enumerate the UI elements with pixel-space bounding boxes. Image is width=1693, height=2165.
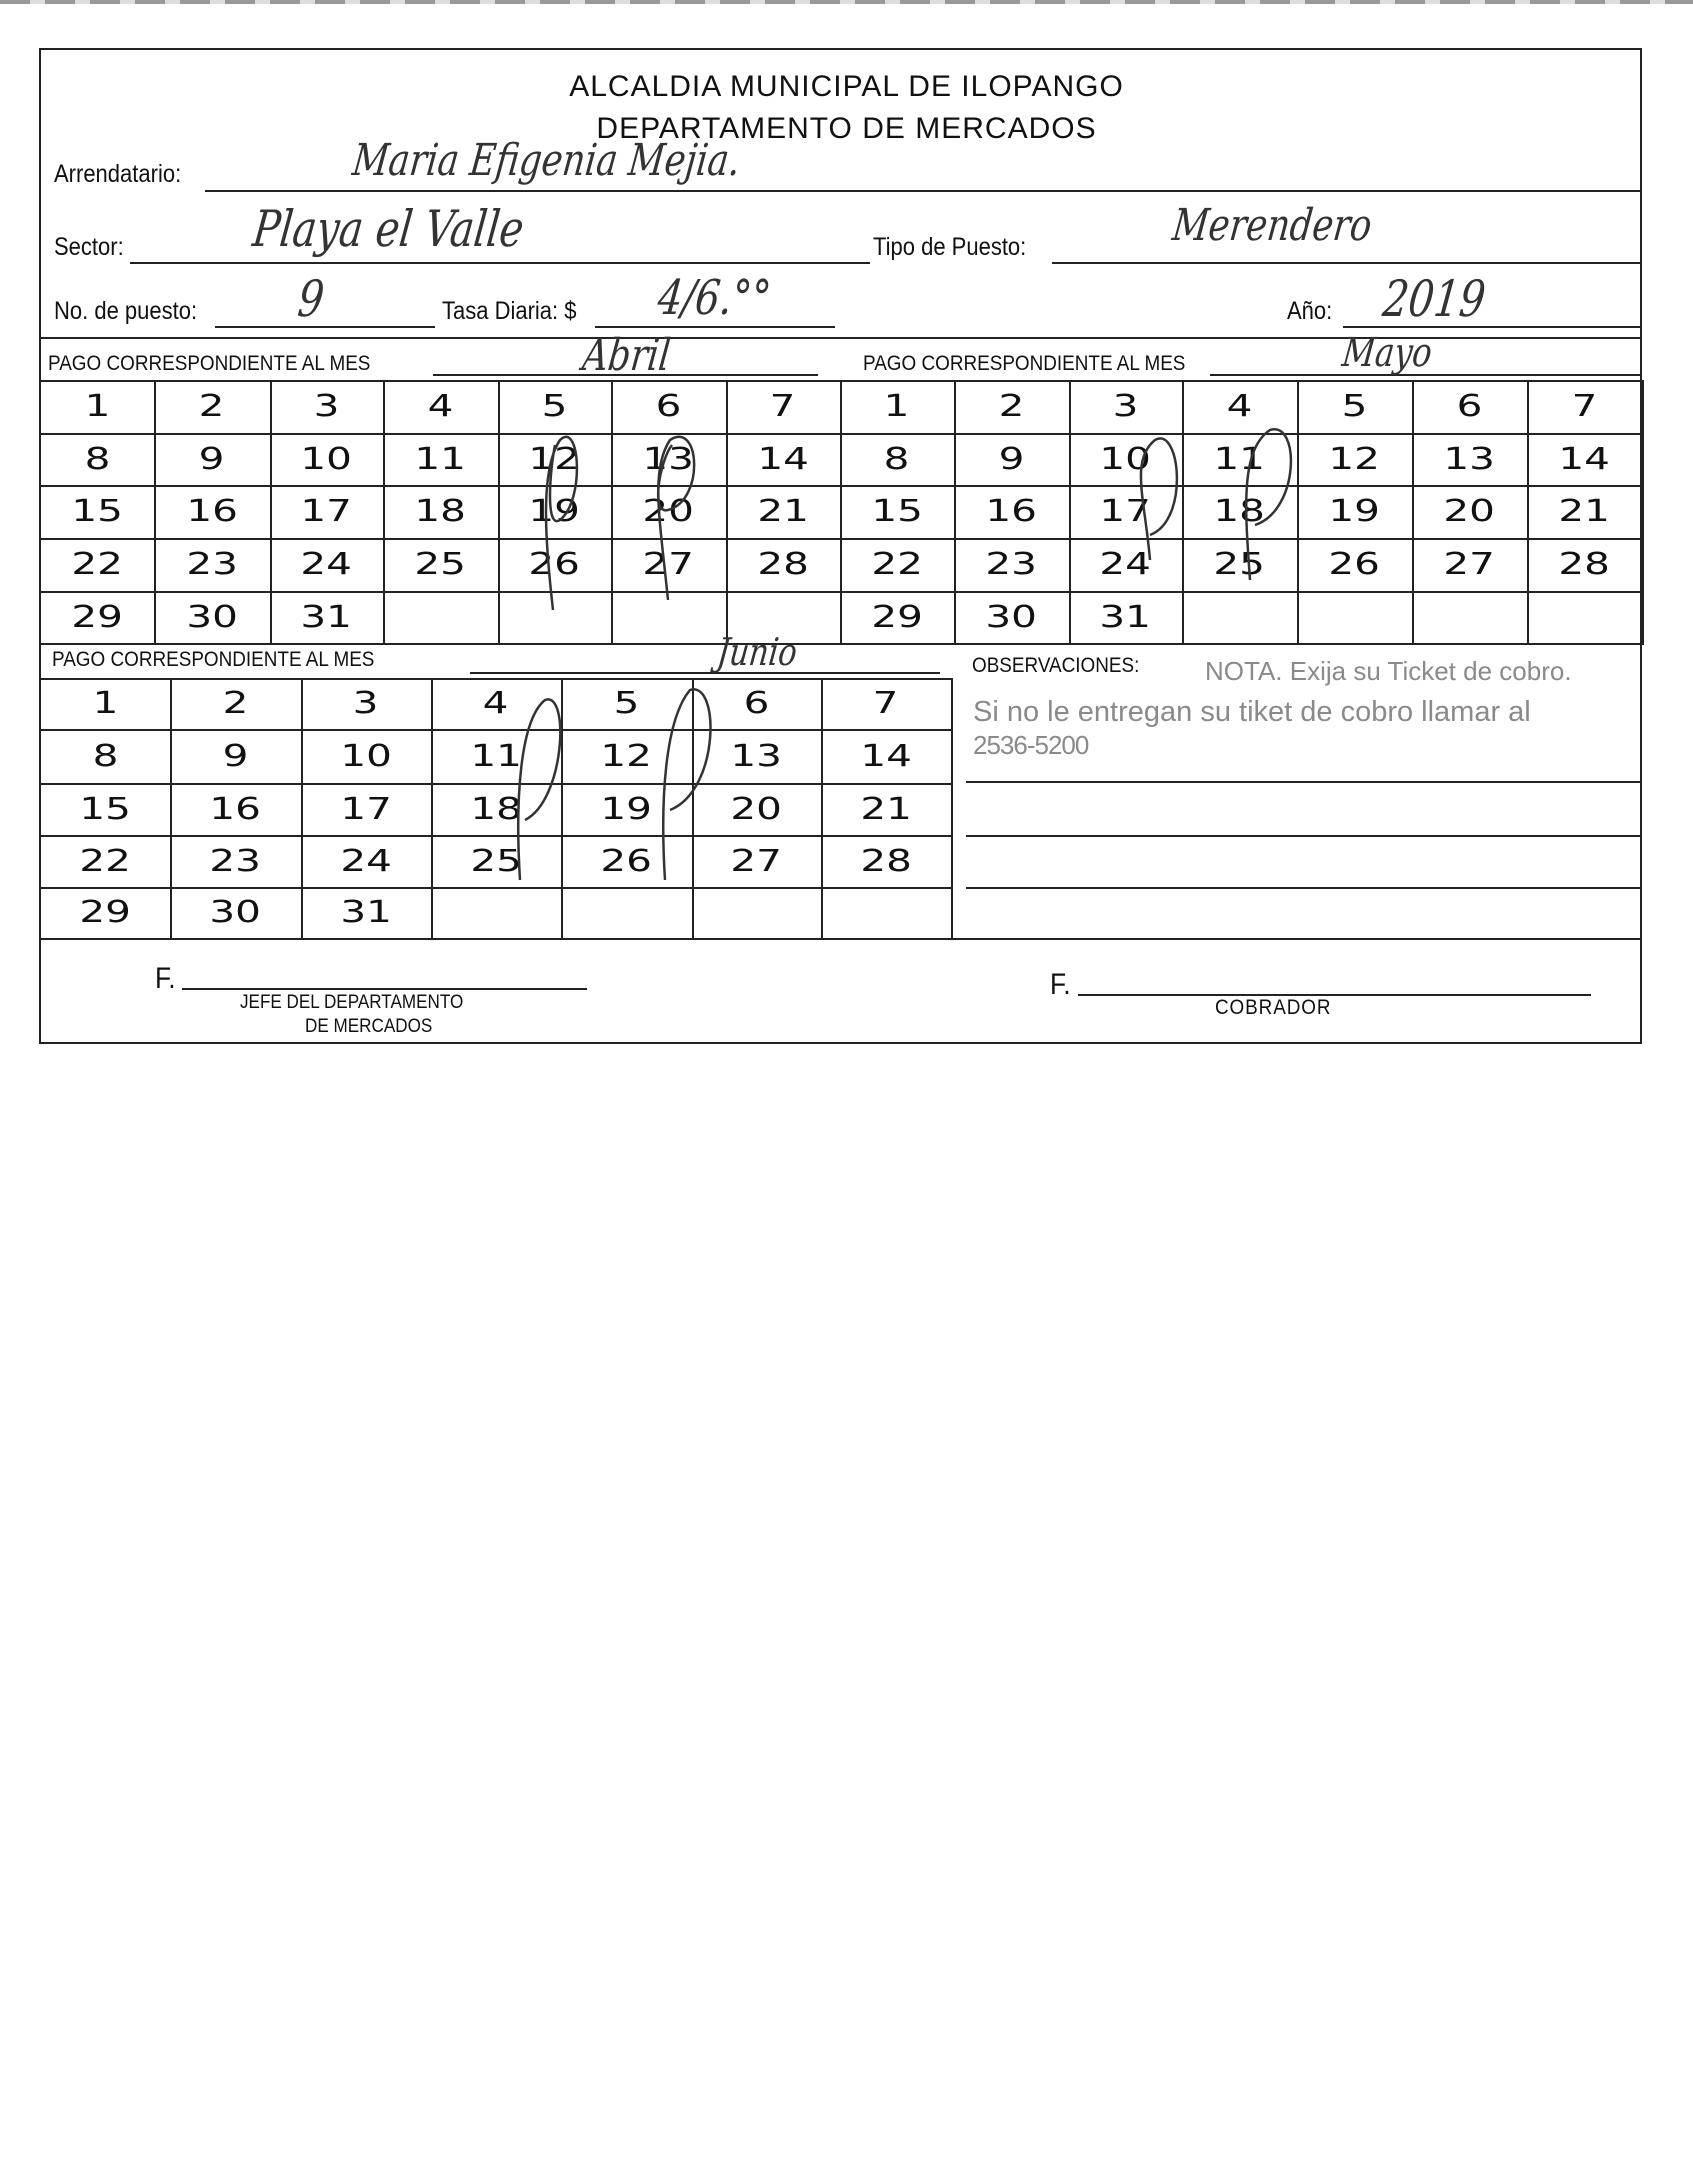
arrendatario-label: Arrendatario: — [54, 160, 182, 188]
day-number: 4 — [1226, 389, 1253, 424]
day-number: 20 — [1443, 494, 1496, 529]
day-number: 15 — [71, 494, 124, 529]
signature-mark — [658, 437, 694, 600]
day-number: 30 — [985, 599, 1038, 635]
day-number: 19 — [600, 791, 653, 827]
day-number: 13 — [642, 441, 695, 477]
anio-label: Año: — [1287, 297, 1333, 325]
day-number: 7 — [873, 686, 899, 721]
day-number: 25 — [470, 843, 522, 879]
day-number: 16 — [985, 494, 1038, 529]
day-number: 30 — [209, 895, 262, 930]
arrendatario-value[interactable]: Maria Efigenia Mejia. — [350, 135, 743, 186]
day-number: 6 — [743, 686, 770, 721]
day-number: 2 — [199, 389, 225, 424]
day-number: 25 — [1213, 547, 1266, 582]
day-number: 7 — [1571, 389, 1598, 424]
day-number: 11 — [1213, 441, 1266, 477]
day-number: 18 — [470, 791, 522, 827]
day-number: 24 — [300, 547, 353, 582]
day-number: 17 — [340, 791, 392, 827]
day-number: 14 — [1558, 441, 1611, 477]
day-number: 18 — [414, 494, 467, 529]
signature-mark — [663, 689, 710, 880]
day-number: 15 — [871, 494, 923, 529]
day-number: 23 — [985, 547, 1038, 582]
day-number: 13 — [730, 738, 783, 774]
day-number: 26 — [1328, 547, 1381, 582]
puesto-label: No. de puesto: — [54, 297, 198, 325]
day-number: 2 — [998, 389, 1025, 424]
day-number: 17 — [300, 494, 353, 529]
day-number: 9 — [199, 441, 225, 477]
day-number: 21 — [757, 494, 809, 529]
day-number: 10 — [340, 738, 392, 774]
month-label-3: PAGO CORRESPONDIENTE AL MES — [52, 648, 375, 671]
observaciones-label: OBSERVACIONES: — [972, 654, 1140, 677]
day-number: 10 — [300, 441, 353, 477]
day-number: 29 — [79, 895, 132, 930]
day-number: 11 — [470, 738, 522, 774]
day-number: 5 — [541, 389, 568, 424]
day-number: 30 — [186, 599, 238, 635]
day-number: 9 — [998, 441, 1025, 477]
day-number: 14 — [860, 738, 912, 774]
day-number: 3 — [1112, 389, 1139, 424]
sig-prefix-cobrador: F. — [1050, 968, 1071, 1001]
cobrador-label: COBRADOR — [1215, 996, 1332, 1019]
day-number: 28 — [1558, 547, 1611, 582]
tipo-label: Tipo de Puesto: — [873, 233, 1027, 261]
day-number: 6 — [1456, 389, 1483, 424]
day-number: 5 — [613, 686, 640, 721]
day-number: 27 — [642, 547, 695, 582]
day-number: 5 — [1341, 389, 1368, 424]
signature-mark — [518, 699, 560, 880]
day-number: 31 — [1099, 599, 1152, 635]
tasa-label: Tasa Diaria: $ — [442, 297, 577, 325]
day-number: 12 — [528, 441, 581, 477]
nota-phone: 2536-5200 — [973, 730, 1089, 760]
nota-text: NOTA. Exija su Ticket de cobro. — [1205, 656, 1572, 686]
day-number: 13 — [1443, 441, 1496, 477]
day-number: 4 — [483, 686, 509, 721]
day-number: 6 — [655, 389, 682, 424]
jefe-label-1: JEFE DEL DEPARTAMENTO — [240, 992, 464, 1013]
day-number: 22 — [79, 843, 132, 879]
day-number: 9 — [222, 738, 249, 774]
day-number: 8 — [84, 441, 111, 477]
nota-line2: Si no le entregan su tiket de cobro llamar al — [973, 696, 1531, 728]
day-number: 24 — [340, 843, 392, 879]
month-label-2: PAGO CORRESPONDIENTE AL MES — [863, 352, 1186, 375]
day-number: 26 — [600, 843, 653, 879]
day-number: 8 — [92, 738, 119, 774]
jefe-label-2: DE MERCADOS — [305, 1016, 433, 1037]
day-number: 26 — [528, 547, 581, 582]
day-number: 12 — [600, 738, 653, 774]
day-number: 28 — [860, 843, 912, 879]
day-number: 19 — [528, 494, 581, 529]
day-number: 14 — [757, 441, 809, 477]
day-number: 29 — [71, 599, 124, 635]
day-number: 8 — [884, 441, 910, 477]
day-number: 10 — [1099, 441, 1152, 477]
day-number: 19 — [1328, 494, 1381, 529]
day-number: 21 — [1558, 494, 1611, 529]
day-number: 31 — [340, 895, 392, 930]
month-value-2[interactable]: Mayo — [1340, 330, 1435, 376]
anio-value[interactable]: 2019 — [1380, 270, 1489, 328]
day-number: 22 — [871, 547, 923, 582]
day-number: 28 — [757, 547, 809, 582]
day-number: 20 — [730, 791, 783, 827]
signature-mark — [1141, 438, 1177, 560]
day-number: 29 — [871, 599, 923, 635]
day-number: 25 — [414, 547, 467, 582]
day-number: 21 — [860, 791, 912, 827]
tipo-value[interactable]: Merendero — [1170, 200, 1375, 251]
sector-label: Sector: — [54, 233, 124, 261]
day-number: 11 — [414, 441, 467, 477]
signature-mark — [546, 437, 577, 610]
header-municipality: ALCALDIA MUNICIPAL DE ILOPANGO — [569, 70, 1124, 103]
day-number: 1 — [84, 389, 111, 424]
day-number: 3 — [353, 686, 379, 721]
day-number: 23 — [209, 843, 262, 879]
puesto-value[interactable]: 9 — [295, 270, 327, 328]
day-number: 16 — [209, 791, 262, 827]
day-number: 18 — [1213, 494, 1266, 529]
day-number: 7 — [770, 389, 796, 424]
day-number: 20 — [642, 494, 695, 529]
day-number: 23 — [186, 547, 238, 582]
day-number: 27 — [730, 843, 783, 879]
month-value-3[interactable]: Junio — [715, 630, 800, 674]
day-number: 15 — [79, 791, 132, 827]
header-department: DEPARTAMENTO DE MERCADOS — [596, 112, 1097, 145]
tasa-value[interactable]: 4/6.°° — [655, 270, 774, 326]
signature-mark — [1246, 429, 1291, 580]
day-number: 1 — [884, 389, 910, 424]
day-number: 17 — [1099, 494, 1152, 529]
day-number: 16 — [186, 494, 238, 529]
day-number: 3 — [313, 389, 340, 424]
day-number: 22 — [71, 547, 124, 582]
day-number: 12 — [1328, 441, 1381, 477]
month-label-1: PAGO CORRESPONDIENTE AL MES — [48, 352, 371, 375]
sector-value[interactable]: Playa el Valle — [250, 200, 527, 258]
day-number: 2 — [222, 686, 249, 721]
day-number: 31 — [300, 599, 353, 635]
sig-prefix-jefe: F. — [155, 962, 176, 995]
day-number: 27 — [1443, 547, 1496, 582]
day-number: 4 — [427, 389, 454, 424]
month-value-1[interactable]: Abril — [580, 330, 674, 381]
day-number: 24 — [1099, 547, 1152, 582]
day-number: 1 — [92, 686, 119, 721]
